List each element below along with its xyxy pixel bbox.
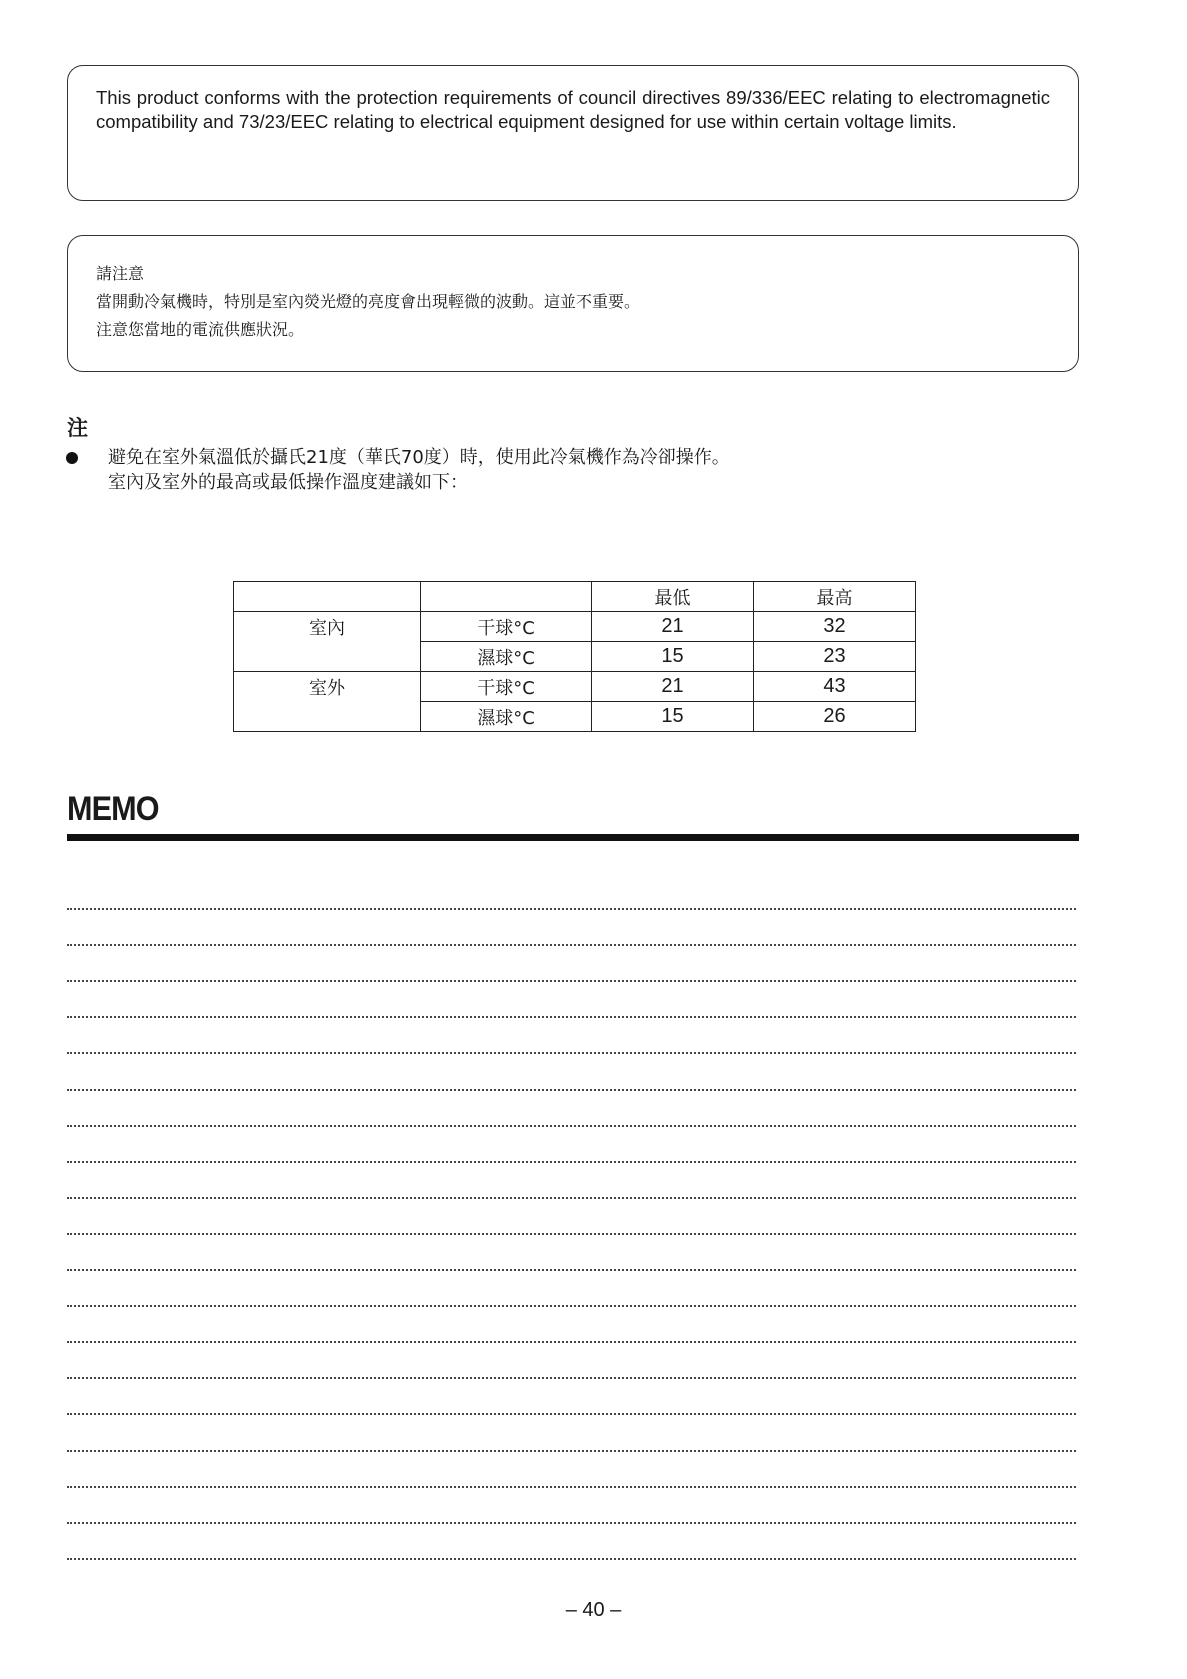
header-cell-min: 最低 <box>592 582 754 612</box>
memo-line[interactable] <box>67 1197 1076 1199</box>
power-notice-box <box>67 235 1079 372</box>
bulb-type-cell: 濕球°C <box>421 642 592 672</box>
memo-line[interactable] <box>67 1341 1076 1343</box>
min-value-cell: 21 <box>592 672 754 702</box>
power-notice-line-2: 注意您當地的電流供應狀況。 <box>96 320 305 339</box>
memo-heading: MEMO <box>67 790 159 828</box>
memo-line[interactable] <box>67 908 1076 910</box>
memo-line[interactable] <box>67 1486 1076 1488</box>
min-value-cell: 15 <box>592 702 754 732</box>
min-value-cell: 21 <box>592 612 754 642</box>
table-row <box>234 612 916 642</box>
memo-line[interactable] <box>67 1450 1076 1452</box>
header-cell <box>234 582 421 612</box>
memo-line[interactable] <box>67 1125 1076 1127</box>
bullet-icon <box>66 452 78 464</box>
bulb-type-cell: 干球°C <box>421 612 592 642</box>
max-value-cell: 32 <box>754 612 916 642</box>
memo-line[interactable] <box>67 1161 1076 1163</box>
memo-line[interactable] <box>67 1413 1076 1415</box>
header-cell-max: 最高 <box>754 582 916 612</box>
table-header-row <box>234 582 916 612</box>
note-line-2: 室內及室外的最高或最低操作溫度建議如下： <box>108 472 468 493</box>
memo-line[interactable] <box>67 1089 1076 1091</box>
min-value-cell: 15 <box>592 642 754 672</box>
memo-line[interactable] <box>67 944 1076 946</box>
memo-line[interactable] <box>67 980 1076 982</box>
memo-line[interactable] <box>67 1269 1076 1271</box>
memo-line[interactable] <box>67 1377 1076 1379</box>
memo-line[interactable] <box>67 1522 1076 1524</box>
location-cell: 室外 <box>234 672 421 732</box>
power-notice-line-1: 當開動冷氣機時，特別是室內熒光燈的亮度會出現輕微的波動。這並不重要。 <box>96 292 641 311</box>
page-number: – 40 – <box>565 1599 622 1621</box>
header-cell <box>421 582 592 612</box>
bulb-type-cell: 濕球°C <box>421 702 592 732</box>
memo-divider <box>67 834 1079 841</box>
power-notice-title: 請注意 <box>96 264 145 283</box>
emc-notice-box <box>67 65 1079 201</box>
max-value-cell: 26 <box>754 702 916 732</box>
memo-line[interactable] <box>67 1305 1076 1307</box>
operating-temperature-table <box>233 581 916 732</box>
note-heading: 注 <box>67 416 88 440</box>
bulb-type-cell: 干球°C <box>421 672 592 702</box>
table-row <box>234 672 916 702</box>
max-value-cell: 23 <box>754 642 916 672</box>
memo-line[interactable] <box>67 1016 1076 1018</box>
emc-notice-text: This product conforms with the protection requirements of council directives 89/336/EEC relating to electromagnetic compatibility and 73/23/EEC relating to electrical equipment designed for use within certain voltage limits. <box>96 87 1050 132</box>
location-cell: 室內 <box>234 612 421 672</box>
memo-line[interactable] <box>67 1558 1076 1560</box>
memo-line[interactable] <box>67 1233 1076 1235</box>
note-line-1: 避免在室外氣溫低於攝氏21度（華氏70度）時，使用此冷氣機作為冷卻操作。 <box>108 447 730 468</box>
memo-line[interactable] <box>67 1052 1076 1054</box>
max-value-cell: 43 <box>754 672 916 702</box>
